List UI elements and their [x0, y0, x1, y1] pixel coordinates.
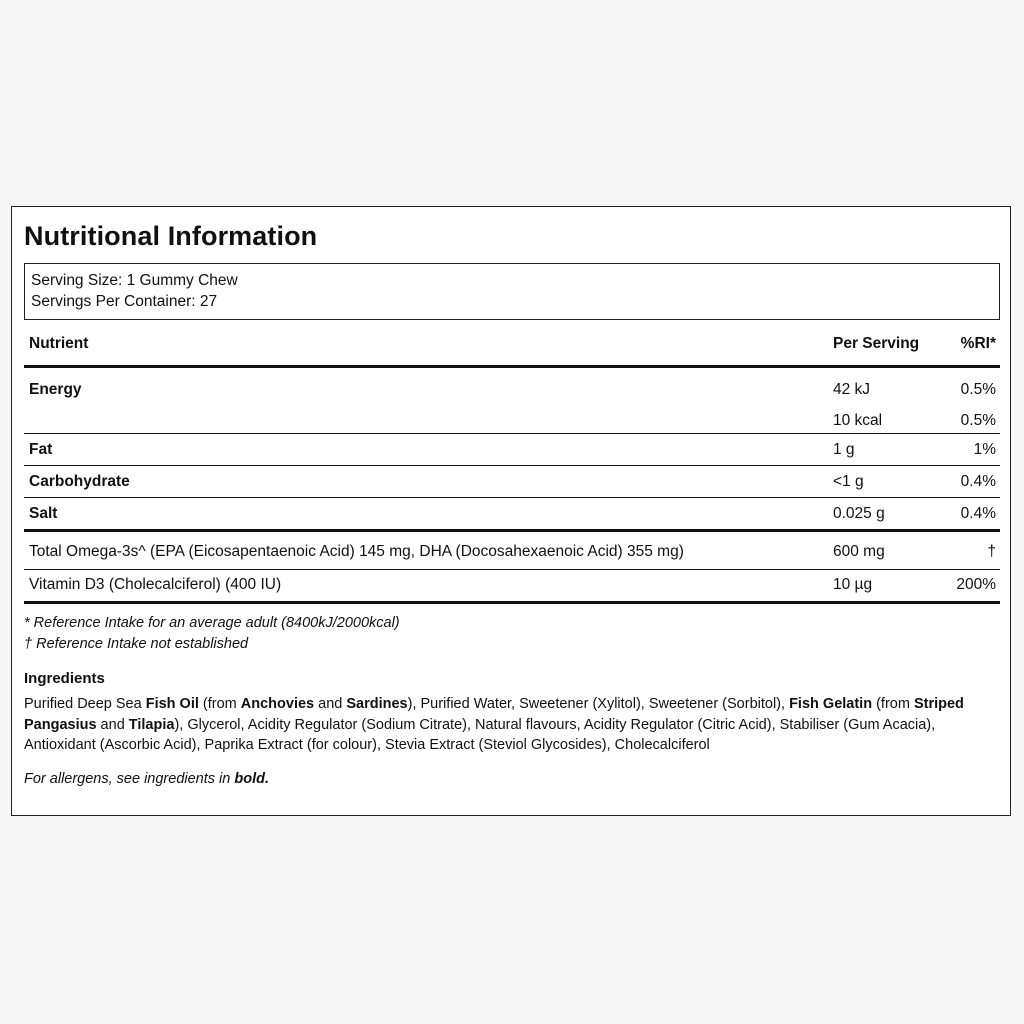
footnotes: [24, 613, 400, 655]
nutrient-salt: Salt: [29, 505, 58, 522]
carbohydrate-ri: 0.4%: [960, 473, 996, 490]
energy-kj-value: 42 kJ: [833, 381, 871, 398]
allergen-note-bold: bold.: [234, 771, 270, 787]
allergen-striped-pangasius: Striped Pangasius: [24, 696, 964, 733]
allergen-fish-gelatin: Fish Gelatin: [789, 696, 873, 712]
table-row-salt: [24, 498, 1000, 529]
nutrient-vitamin-d3: Vitamin D3 (Cholecalciferol) (400 IU): [29, 576, 282, 593]
table-row-energy: [24, 368, 1000, 433]
omega-value: 600 mg: [833, 543, 885, 560]
serving-size: Serving Size: 1 Gummy Chew: [31, 272, 238, 289]
nutrient-omega: Total Omega-3s^ (EPA (Eicosapentaenoic Acid) 145 mg, DHA (Docosahexaenoic Acid) 355 mg): [29, 543, 684, 560]
table-row-vitamin-d3: [24, 570, 1000, 601]
nutrition-table: [24, 333, 1000, 604]
ingredients-text-part: and: [96, 716, 129, 733]
nutrient-energy: Energy: [29, 381, 82, 398]
carbohydrate-value: <1 g: [833, 473, 864, 490]
ingredients-text-part: (from: [872, 696, 914, 712]
ingredients-text: [24, 694, 1000, 756]
ingredients-text-part: and: [314, 696, 347, 712]
fat-value: 1 g: [833, 441, 855, 458]
allergen-note-text: For allergens, see ingredients in: [24, 771, 235, 787]
allergen-fish-oil: Fish Oil: [145, 696, 199, 712]
page-title: Nutritional Information: [24, 221, 318, 251]
energy-kj-ri: 0.5%: [960, 381, 996, 398]
table-bottom-divider: [24, 601, 1000, 604]
omega-ri: †: [987, 543, 996, 560]
servings-per-container: Servings Per Container: 27: [31, 293, 218, 310]
salt-value: 0.025 g: [833, 505, 885, 522]
allergen-tilapia: Tilapia: [128, 716, 175, 733]
ingredients-text-part: ), Purified Water, Sweetener (Xylitol), Sweetener (Sorbitol),: [407, 696, 790, 712]
allergen-anchovies: Anchovies: [240, 696, 315, 712]
energy-kcal-ri: 0.5%: [960, 412, 996, 429]
vitamin-d3-value: 10 µg: [833, 576, 873, 593]
nutrient-fat: Fat: [29, 441, 53, 458]
header-ri: %RI*: [960, 335, 996, 352]
ingredients-text-part: ), Glycerol, Acidity Regulator (Sodium Citrate), Natural flavours, Acidity Regulator (Citric Acid), Stabiliser (Gum Acacia), Antioxidant (Ascorbic Acid), Paprika Extract (for colour), Stevia Extract (Steviol Glycosides), Cholecalciferol: [24, 716, 936, 753]
nutrient-carbohydrate: Carbohydrate: [29, 473, 130, 490]
salt-ri: 0.4%: [960, 505, 996, 522]
nutrition-label-panel: [11, 206, 1011, 816]
header-nutrient: Nutrient: [29, 335, 89, 352]
header-per-serving: Per Serving: [833, 335, 920, 352]
ingredients-heading: Ingredients: [24, 670, 105, 687]
allergen-note: [24, 771, 269, 787]
footnote-not-established: † Reference Intake not established: [24, 636, 249, 652]
table-row-carbohydrate: [24, 466, 1000, 497]
fat-ri: 1%: [973, 441, 996, 458]
allergen-sardines: Sardines: [346, 696, 408, 712]
ingredients-text-part: Purified Deep Sea: [24, 696, 146, 712]
serving-info-box: [24, 263, 1000, 320]
table-row-fat: [24, 434, 1000, 465]
table-row-omega: [24, 532, 1000, 569]
table-header-row: [24, 333, 1000, 365]
energy-kcal-value: 10 kcal: [833, 412, 883, 429]
ingredients-text-part: (from: [198, 696, 241, 712]
footnote-reference-intake: * Reference Intake for an average adult (8400kJ/2000kcal): [24, 615, 400, 631]
vitamin-d3-ri: 200%: [956, 576, 996, 593]
